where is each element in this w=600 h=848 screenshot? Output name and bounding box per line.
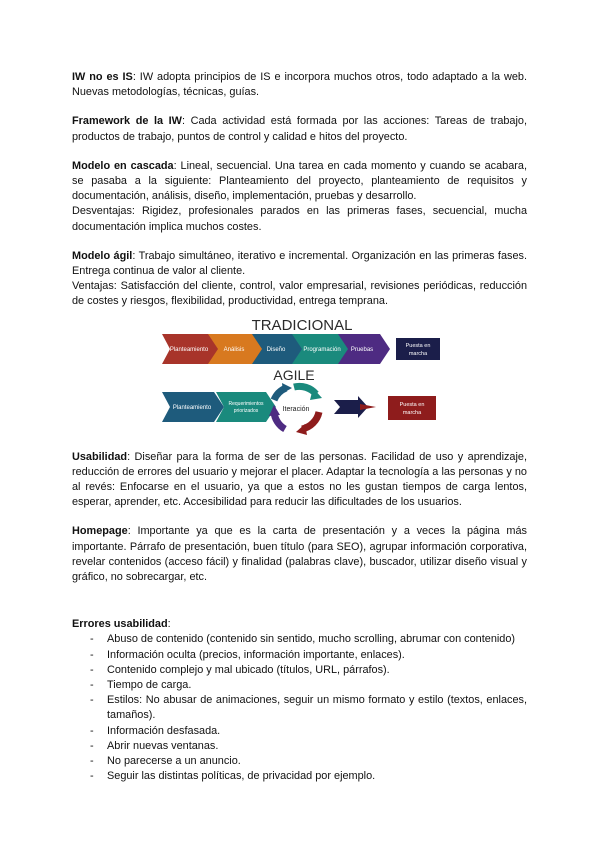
list-item-text: Información desfasada. [107,724,221,737]
paragraph-agil [72,249,527,279]
paragraph-iw [72,70,527,100]
list-item-text: Estilos: No abusar de animaciones, seguir un mismo formato y estilo (textos, enlaces, tamaños). [107,694,527,722]
list-dash: - [90,694,94,707]
list-item [72,769,527,784]
list-item-text: Contenido complejo y mal ubicado (títulos, URL, párrafos). [107,663,390,676]
list-item [72,648,527,663]
term-homepage: Homepage [72,525,128,538]
list-dash: - [90,755,94,768]
agile-step-1: Planteamiento [172,404,212,411]
paragraph-framework [72,114,527,144]
methodology-diagram [72,312,527,446]
agile-arrow-2 [216,392,276,422]
paragraph-cascada [72,159,527,205]
traditional-step-5: Pruebas [350,346,374,353]
list-item-text: Abrir nuevas ventanas. [107,739,219,752]
term-cascada: Modelo en cascada [72,159,174,172]
list-item [72,739,527,754]
agile-title: AGILE [273,366,315,383]
list-item [72,724,527,739]
text-framework: : Cada actividad está formada por las acciones: Tareas de trabajo, productos de trabajo, puntos de control y calidad e hitos del proyecto. [72,115,527,143]
list-item [72,693,527,723]
agile-output-arrowhead-accent [360,404,376,410]
traditional-step-2: Análisis [223,346,245,353]
document-page [72,70,527,785]
list-item [72,632,527,647]
agile-end-line-1: Puesta en [399,401,425,408]
list-dash: - [90,633,94,646]
list-item-text: Tiempo de carga. [107,679,192,692]
iteration-arrowhead-left [282,383,292,393]
traditional-step-4: Programación [303,346,341,353]
agile-step-2-line-1: Requerimientos [228,400,264,407]
list-item-text: No parecerse a un anuncio. [107,755,241,768]
list-dash: - [90,770,94,783]
methodology-diagram-svg [162,312,442,446]
traditional-step-3: Diseño [266,346,286,353]
traditional-title: TRADICIONAL [251,316,353,334]
paragraph-homepage [72,524,527,585]
term-framework: Framework de la IW [72,115,182,128]
list-dash: - [90,663,94,676]
term-agil: Modelo ágil [72,249,133,262]
list-item-text: Abuso de contenido (contenido sin sentido, mucho scrolling, abrumar con contenido) [107,633,516,646]
list-item-text: Seguir las distintas políticas, de privacidad por ejemplo. [107,770,376,783]
agile-end-line-2: marcha [402,409,422,416]
text-usabilidad: : Diseñar para la forma de ser de las personas. Facilidad de uso y aprendizaje, reducción de errores del usuario y mejorar el placer. Adaptar la tecnología a las personas y no al revés: Enfocarse en el usuario, ya que a estos no les gustan tiempos de carga lentos, esperar, aprender, etc. Accesibilidad para reducir las dificultades de los usuarios. [72,450,527,509]
list-item-text: Información oculta (precios, información importante, enlaces). [107,648,405,661]
errors-list [72,632,527,784]
list-item [72,754,527,769]
paragraph-agil-ventajas: Ventajas: Satisfacción del cliente, control, valor empresarial, revisiones periódicas, reducción de costes y riesgos, flexibilidad, productividad, entrega temprana. [72,280,527,308]
text-homepage: : Importante ya que es la carta de presentación y a veces la página más importante. Párrafo de presentación, buen título (para SEO), agrupar información corporativa, revelar contenidos (acceso fácil) y finalidad (palabras clave), buscador, utilizar diseño visual y gráfico, no sobrecargar, etc. [72,525,527,584]
text-cascada: : Lineal, secuencial. Una tarea en cada momento y cuando se acabara, se pasaba a la siguiente: Planteamiento del proyecto, planteamiento de requisitos y documentación, análisis, diseño, implementación, pruebas y desarrollo. [72,159,528,203]
list-item [72,663,527,678]
list-dash: - [90,679,94,692]
errors-title: Errores usabilidad [72,618,168,631]
term-usabilidad: Usabilidad [72,450,128,463]
list-item [72,678,527,693]
text-iw: : IW adopta principios de IS e incorpora muchos otros, todo adaptado a la web. Nuevas metodologías, técnicas, guías. [72,71,527,99]
agile-step-2-line-2: priorizados [233,407,259,414]
term-iw: IW no es IS [72,71,133,83]
list-dash: - [90,739,94,752]
errors-heading [72,617,527,632]
list-dash: - [90,724,94,737]
iteration-label: Iteración [282,405,310,413]
errors-title-suffix: : [167,618,171,631]
paragraph-cascada-desventajas: Desventajas: Rigidez, profesionales parados en las primeras fases, secuencial, mucha documentación implica muchos costes. [72,205,527,233]
traditional-end-line-1: Puesta en [405,342,431,349]
text-agil: : Trabajo simultáneo, iterativo e incremental. Organización en las primeras fases. Entrega continua de valor al cliente. [72,249,527,278]
traditional-step-1: Planteamiento [169,346,209,353]
traditional-end-line-2: marcha [408,350,428,357]
paragraph-usabilidad [72,450,527,511]
agile-end-box [388,396,436,420]
list-dash: - [90,648,94,661]
